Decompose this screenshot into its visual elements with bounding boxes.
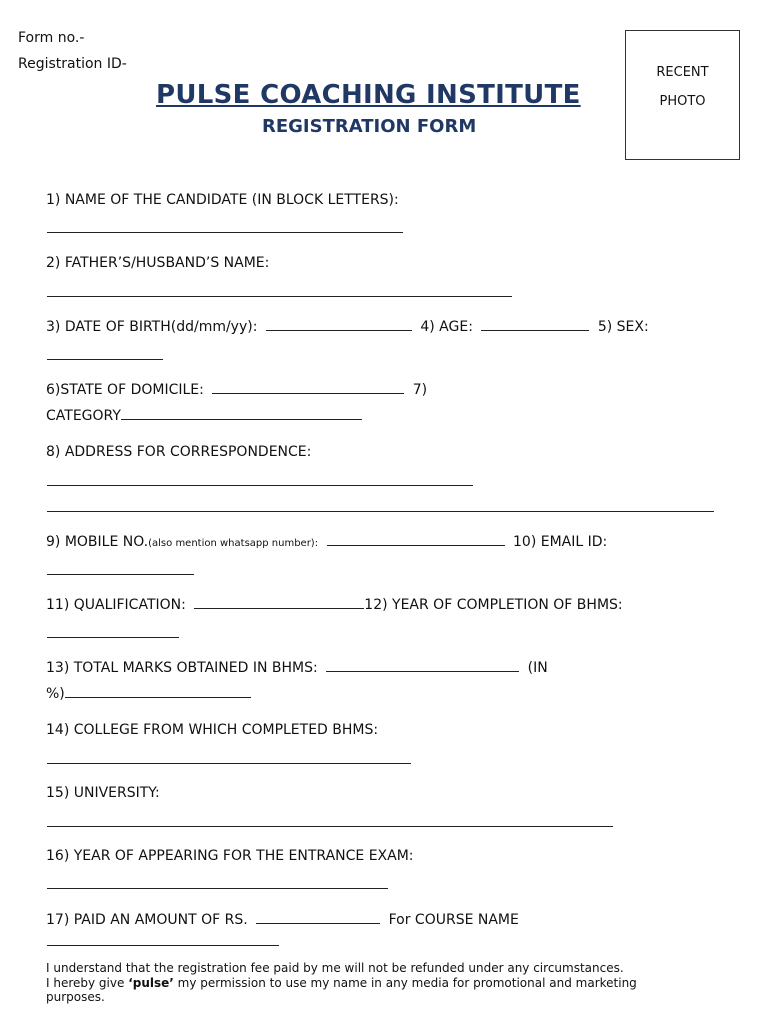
qualification-row	[46, 596, 623, 613]
email-input-line[interactable]	[47, 574, 194, 575]
qualification-input-line[interactable]	[194, 596, 364, 609]
field-label-amount: 17) PAID AN AMOUNT OF RS.	[46, 912, 248, 928]
declaration-line-2	[46, 976, 726, 991]
form-number-label: Form no.-	[18, 30, 85, 46]
age-input-line[interactable]	[481, 318, 589, 331]
photo-box[interactable]	[625, 30, 740, 160]
declaration-line-2-start: I hereby give	[46, 975, 129, 990]
field-label-bhms-year: 12) YEAR OF COMPLETION OF BHMS:	[364, 597, 623, 613]
field-label-percent-open: (IN	[527, 660, 548, 676]
percent-row	[46, 685, 251, 702]
field-label-mobile: 9) MOBILE NO.	[46, 534, 149, 550]
field-label-domicile: 6)STATE OF DOMICILE:	[46, 382, 204, 398]
payment-row	[46, 911, 519, 928]
domicile-row	[46, 381, 427, 398]
marks-row	[46, 659, 548, 676]
mobile-note: (also mention whatsapp number):	[148, 538, 319, 549]
address-input-line-1[interactable]	[47, 485, 473, 486]
dob-input-line[interactable]	[266, 318, 412, 331]
field-label-age: 4) AGE:	[420, 319, 473, 335]
category-input-line[interactable]	[121, 407, 362, 420]
field-label-dob: 3) DATE OF BIRTH(dd/mm/yy):	[46, 319, 258, 335]
form-subtitle: REGISTRATION FORM	[262, 116, 477, 137]
domicile-input-line[interactable]	[212, 381, 404, 394]
category-row	[46, 407, 362, 424]
mobile-input-line[interactable]	[327, 533, 505, 546]
university-input-line[interactable]	[47, 826, 613, 827]
marks-input-line[interactable]	[326, 659, 519, 672]
photo-label-line2: PHOTO	[659, 94, 706, 109]
sex-input-line[interactable]	[47, 359, 163, 360]
field-label-qualification: 11) QUALIFICATION:	[46, 597, 186, 613]
field-label-address: 8) ADDRESS FOR CORRESPONDENCE:	[46, 444, 312, 460]
registration-id-label: Registration ID-	[18, 56, 127, 72]
declaration-line-1: I understand that the registration fee paid by me will not be refunded under any circumstances.	[46, 961, 624, 975]
percent-input-line[interactable]	[65, 685, 251, 698]
amount-input-line[interactable]	[256, 911, 380, 924]
field-label-sex: 5) SEX:	[597, 319, 649, 335]
field-label-college: 14) COLLEGE FROM WHICH COMPLETED BHMS:	[46, 722, 379, 738]
field-label-email: 10) EMAIL ID:	[513, 534, 608, 550]
institute-title: PULSE COACHING INSTITUTE	[156, 80, 581, 110]
exam-year-input-line[interactable]	[47, 888, 388, 889]
declaration-brand: ‘pulse’	[128, 975, 174, 990]
address-input-line-2[interactable]	[47, 511, 714, 512]
bhms-year-input-line[interactable]	[47, 637, 179, 638]
photo-label-line1: RECENT	[656, 65, 709, 80]
field-label-university: 15) UNIVERSITY:	[46, 785, 160, 801]
declaration-line-3: purposes.	[46, 990, 105, 1004]
name-input-line[interactable]	[47, 232, 403, 233]
field-label-category: CATEGORY	[46, 408, 121, 424]
course-input-line[interactable]	[47, 945, 279, 946]
father-name-input-line[interactable]	[47, 296, 512, 297]
field-label-percent-close: %)	[46, 686, 65, 702]
field-label-category-number: 7)	[412, 382, 428, 398]
declaration	[46, 961, 726, 1005]
field-label-father-name: 2) FATHER’S/HUSBAND’S NAME:	[46, 255, 270, 271]
field-label-course: For COURSE NAME	[388, 912, 519, 928]
dob-age-sex-row	[46, 318, 649, 335]
field-label-name: 1) NAME OF THE CANDIDATE (IN BLOCK LETTERS):	[46, 192, 399, 208]
mobile-email-row	[46, 533, 607, 550]
declaration-line-2-end: my permission to use my name in any media for promotional and marketing	[173, 975, 637, 990]
college-input-line[interactable]	[47, 763, 411, 764]
field-label-marks: 13) TOTAL MARKS OBTAINED IN BHMS:	[46, 660, 318, 676]
field-label-exam-year: 16) YEAR OF APPEARING FOR THE ENTRANCE EXAM:	[46, 848, 414, 864]
